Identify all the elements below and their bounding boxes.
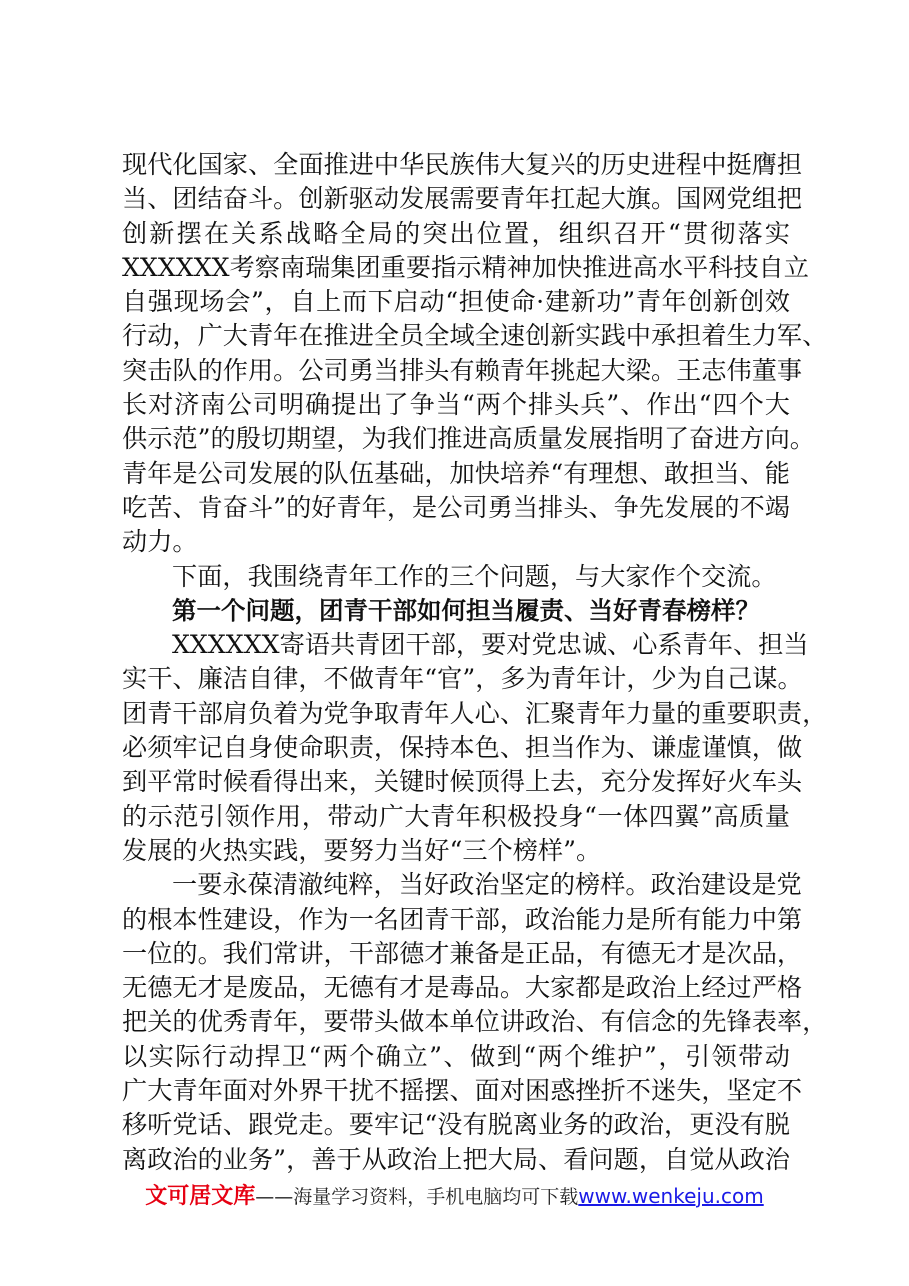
footer-description: ——海量学习资料，手机电脑均可下载 — [255, 1186, 579, 1208]
paragraph — [122, 560, 790, 594]
text-line: 把关的优秀青年，要带头做本单位讲政治、有信念的先锋表率， — [122, 1007, 828, 1037]
text-line: 到平常时候看得出来，关键时候顶得上去，充分发挥好火车头 — [122, 767, 803, 797]
footer-banner — [0, 1181, 909, 1212]
text-line: 一位的。我们常讲，干部德才兼备是正品，有德无才是次品， — [122, 938, 803, 968]
text-line: 自强现场会”，自上而下启动“担使命·建新功”青年创新创效 — [122, 287, 790, 317]
text-line: 的示范引领作用，带动广大青年积极投身“一体四翼”高质量 — [122, 801, 790, 831]
text-line: 吃苦、肯奋斗”的好青年，是公司勇当排头、争先发展的不竭 — [122, 492, 790, 522]
text-line: 发展的火热实践，要努力当好“三个榜样”。 — [122, 835, 602, 865]
text-line: 下面，我围绕青年工作的三个问题，与大家作个交流。 — [172, 561, 777, 591]
text-line: 团青干部肩负着为党争取青年人心、汇聚青年力量的重要职责， — [122, 698, 828, 728]
text-line: 突击队的作用。公司勇当排头有赖青年挑起大梁。王志伟董事 — [122, 355, 803, 385]
text-line: 以实际行动捍卫“两个确立”、做到“两个维护”，引领带动 — [122, 1041, 790, 1071]
text-line: 无德无才是废品，无德有才是毒品。大家都是政治上经过严格 — [122, 973, 803, 1003]
text-line: 的根本性建设，作为一名团青干部，政治能力是所有能力中第 — [122, 904, 803, 934]
text-line: 必须牢记自身使命职责，保持本色、担当作为、谦虚谨慎，做 — [122, 733, 803, 763]
text-line: XXXXXX寄语共青团干部，要对党忠诚、心系青年、担当 — [172, 630, 809, 660]
text-line: 行动，广大青年在推进全员全域全速创新实践中承担着生力军、 — [122, 321, 828, 351]
text-line: 现代化国家、全面推进中华民族伟大复兴的历史进程中挺膺担 — [122, 150, 803, 179]
paragraph — [122, 148, 828, 560]
text-line: 广大青年面对外界干扰不摇摆、面对困惑挫折不迷失，坚定不 — [122, 1076, 803, 1106]
text-line: 长对济南公司明确提出了争当“两个排头兵”、作出“四个大 — [122, 390, 790, 420]
text-line: 实干、廉洁自律，不做青年“官”，多为青年计，少为自己谋。 — [122, 664, 803, 694]
text-line: 动力。 — [122, 527, 198, 557]
footer-brand: 文可居文库 — [145, 1184, 256, 1209]
section-heading — [122, 594, 790, 628]
text-line: 一要永葆清澈纯粹，当好政治坚定的榜样。政治建设是党 — [172, 870, 802, 900]
text-line: 移听党话、跟党走。要牢记“没有脱离业务的政治，更没有脱 — [122, 1110, 790, 1140]
text-line: 当、团结奋斗。创新驱动发展需要青年扛起大旗。国网党组把 — [122, 184, 803, 214]
text-line: 创新摆在关系战略全局的突出位置，组织召开“贯彻落实 — [122, 218, 790, 248]
text-line: 第一个问题，团青干部如何担当履责、当好青春榜样？ — [172, 595, 760, 625]
text-line: XXXXXX考察南瑞集团重要指示精神加快推进高水平科技自立 — [122, 252, 809, 282]
footer-website-link[interactable]: www.wenkeju.com — [578, 1184, 764, 1208]
text-line: 青年是公司发展的队伍基础，加快培养“有理想、敢担当、能 — [122, 458, 790, 488]
document-body — [122, 148, 828, 1177]
text-line: 供示范”的殷切期望，为我们推进高质量发展指明了奋进方向。 — [122, 424, 815, 454]
paragraph — [122, 628, 828, 868]
text-line: 离政治的业务”，善于从政治上把大局、看问题，自觉从政治 — [122, 1144, 790, 1174]
paragraph — [122, 868, 828, 1177]
